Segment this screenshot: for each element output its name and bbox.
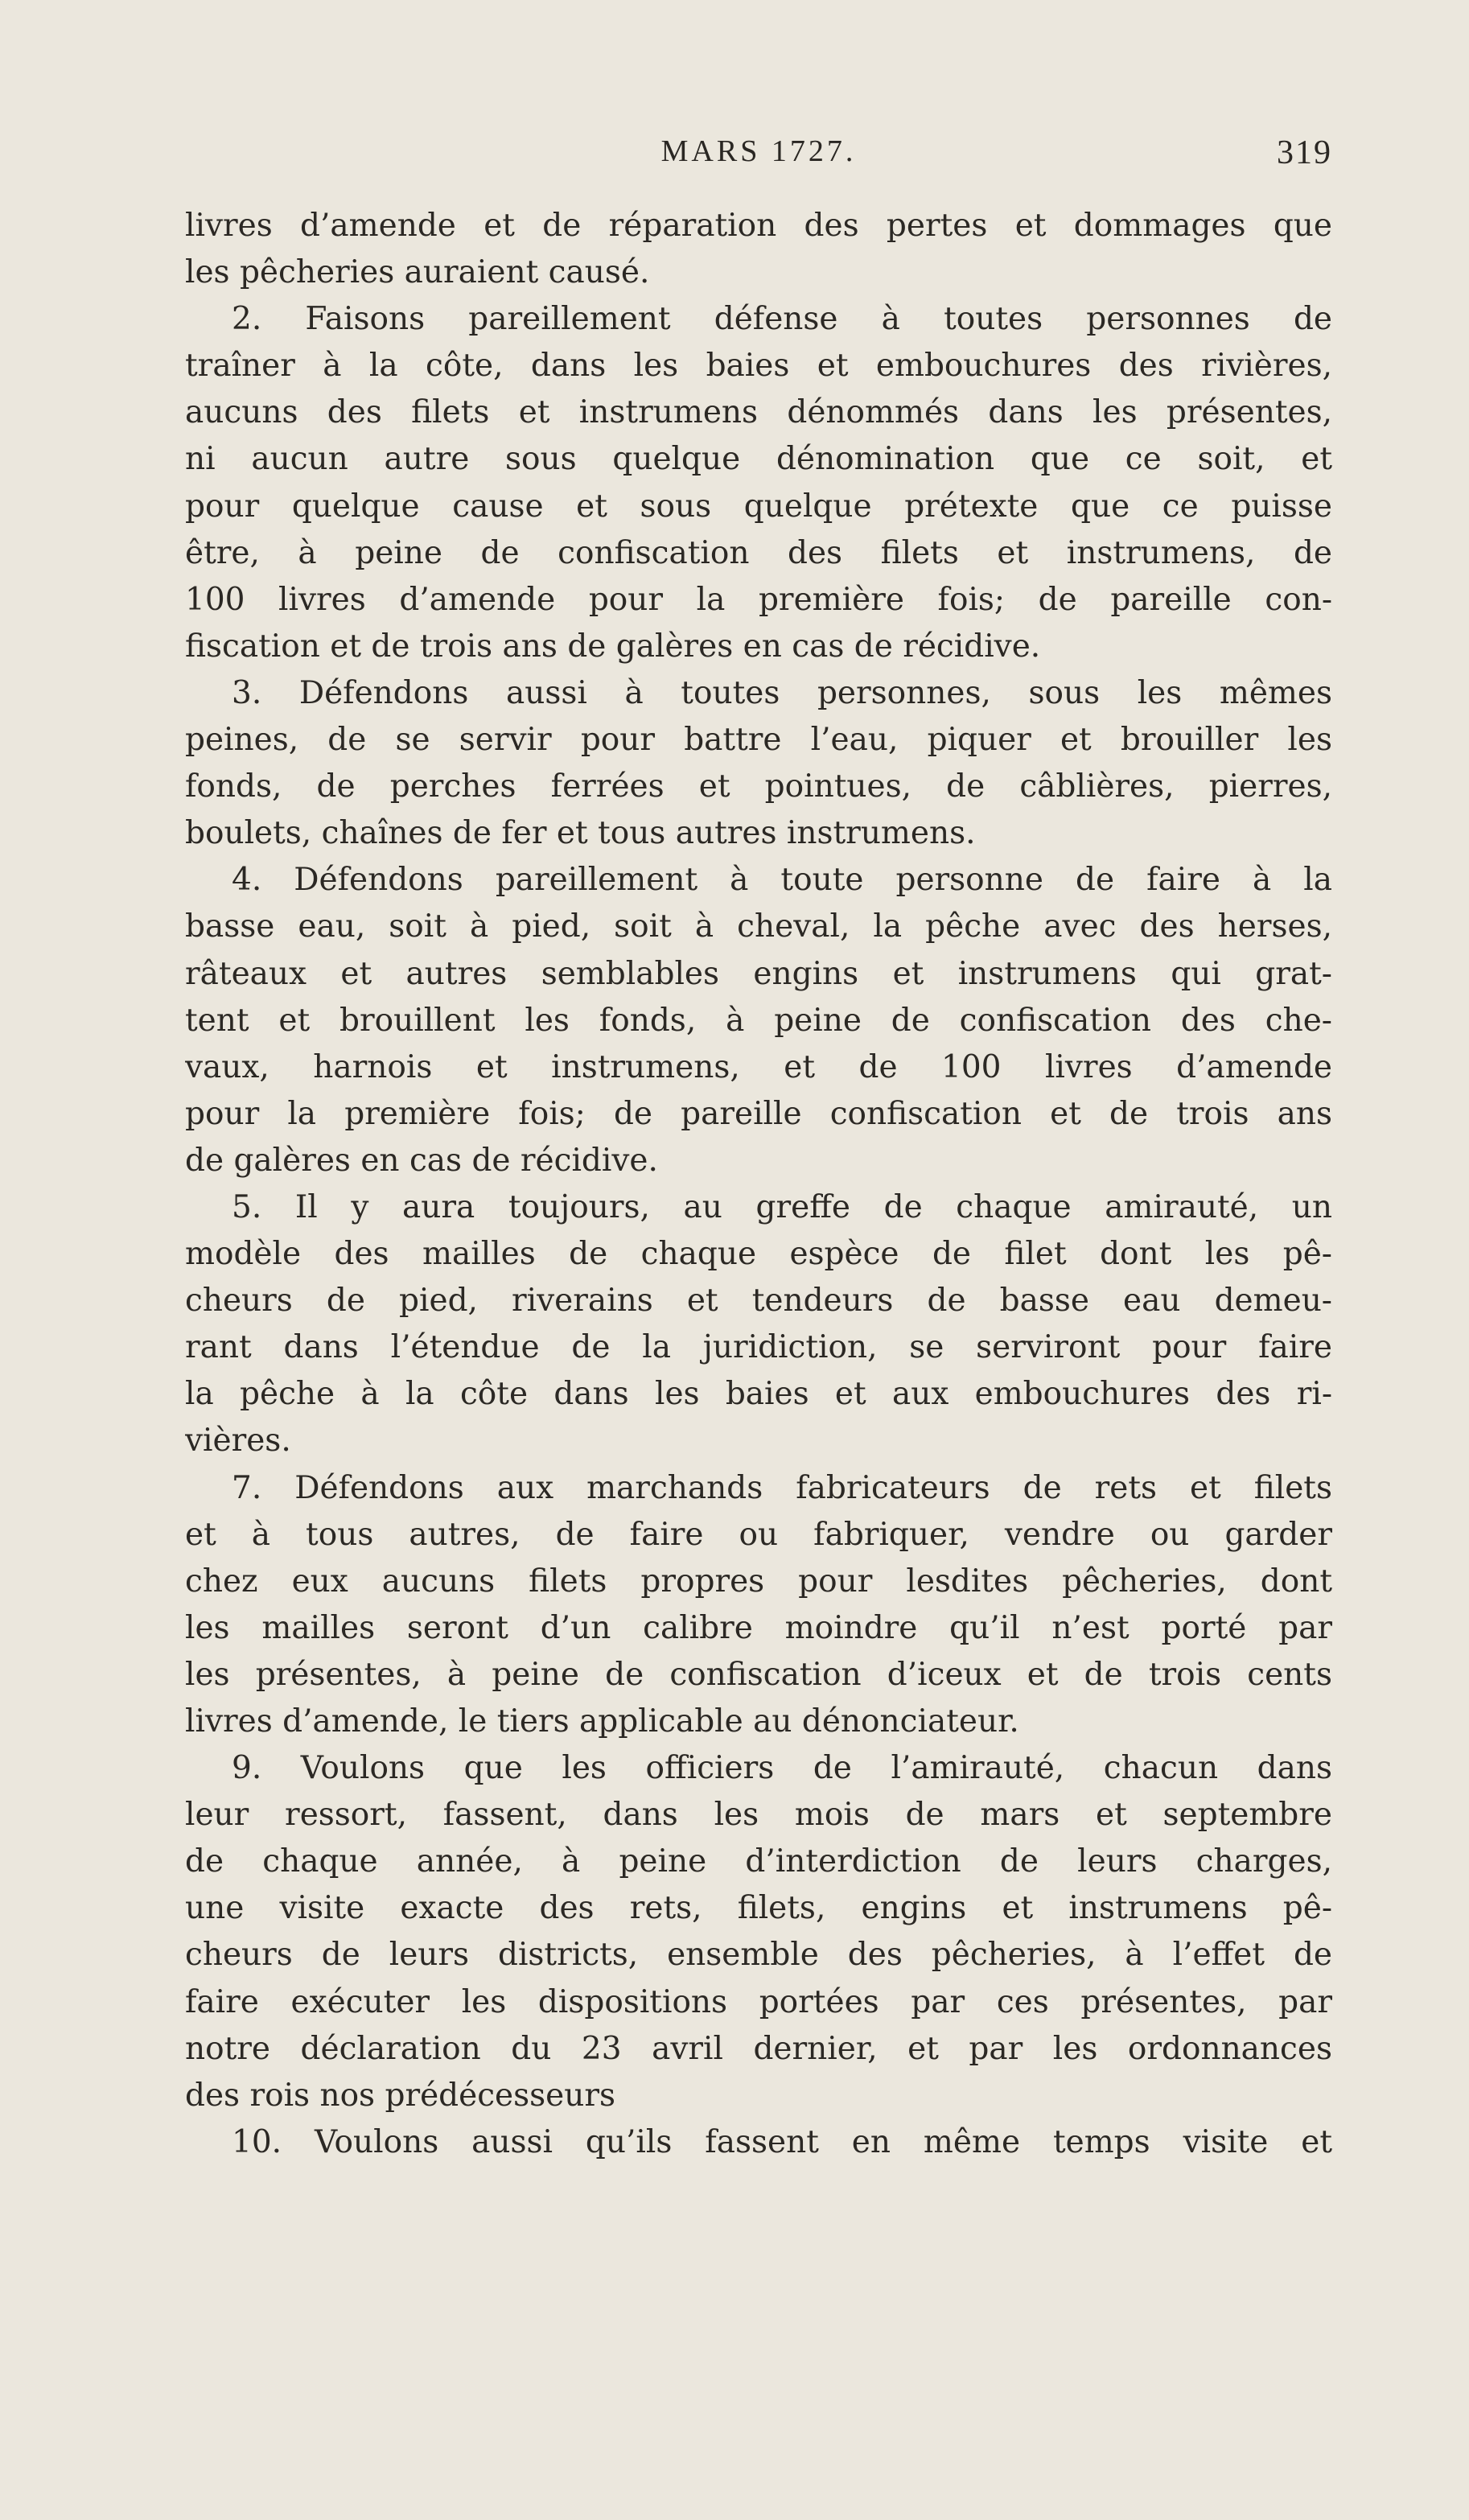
text-line: boulets, chaînes de fer et tous autres instrumens. <box>185 815 976 852</box>
text-line: basse eau, soit à pied, soit à cheval, la pêche avec des herses, <box>185 908 1332 945</box>
text-line: cheurs de pied, riverains et tendeurs de basse eau demeu- <box>185 1283 1332 1320</box>
text-line: cheurs de leurs districts, ensemble des pêcheries, à l’effet de <box>185 1937 1332 1974</box>
text-line: traîner à la côte, dans les baies et embouchures des rivières, <box>185 348 1332 385</box>
text-line: livres d’amende et de réparation des pertes et dommages que <box>185 208 1332 244</box>
text-line: pour la première fois; de pareille confiscation et de trois ans <box>185 1095 1332 1132</box>
running-title: MARS 1727. <box>660 134 857 168</box>
text-line: peines, de se servir pour battre l’eau, piquer et brouiller les <box>185 722 1332 759</box>
text-line: la pêche à la côte dans les baies et aux embouchures des ri- <box>185 1376 1332 1413</box>
text-line: ni aucun autre sous quelque dénomination que ce soit, et <box>185 441 1332 478</box>
text-line: 2. Faisons pareillement défense à toutes personnes de <box>232 301 1332 338</box>
text-line: livres d’amende, le tiers applicable au dénonciateur. <box>185 1703 1019 1740</box>
text-line: faire exécuter les dispositions portées par ces présentes, par <box>185 1983 1332 2020</box>
text-line: 4. Défendons pareillement à toute personne de faire à la <box>232 862 1332 899</box>
text-line: de chaque année, à peine d’interdiction de leurs charges, <box>185 1843 1332 1880</box>
text-line: 3. Défendons aussi à toutes personnes, sous les mêmes <box>232 674 1332 711</box>
text-line: 7. Défendons aux marchands fabricateurs de rets et filets <box>232 1469 1332 1506</box>
text-line: 100 livres d’amende pour la première fois; de pareille con- <box>185 581 1332 618</box>
text-line: de galères en cas de récidive. <box>185 1142 658 1179</box>
text-line: vières. <box>185 1423 291 1460</box>
text-line: 9. Voulons que les officiers de l’amirauté, chacun dans <box>232 1750 1332 1787</box>
text-line: chez eux aucuns filets propres pour lesdites pêcheries, dont <box>185 1563 1332 1600</box>
text-line: une visite exacte des rets, filets, engins et instrumens pê- <box>185 1890 1332 1927</box>
text-line: et à tous autres, de faire ou fabriquer, vendre ou garder <box>185 1516 1332 1553</box>
text-line: fiscation et de trois ans de galères en cas de récidive. <box>185 628 1041 665</box>
text-line: pour quelque cause et sous quelque prétexte que ce puisse <box>185 488 1332 525</box>
text-line: modèle des mailles de chaque espèce de filet dont les pê- <box>185 1236 1332 1273</box>
text-line: tent et brouillent les fonds, à peine de confiscation des che- <box>185 1002 1332 1039</box>
body-text <box>185 203 1332 2166</box>
text-line: fonds, de perches ferrées et pointues, de câblières, pierres, <box>185 768 1332 805</box>
text-line: 5. Il y aura toujours, au greffe de chaque amirauté, un <box>232 1188 1332 1225</box>
text-line: 10. Voulons aussi qu’ils fassent en même temps visite et <box>232 2123 1332 2160</box>
page-header <box>185 134 1332 182</box>
text-line: notre déclaration du 23 avril dernier, et par les ordonnances <box>185 2030 1332 2067</box>
text-line: râteaux et autres semblables engins et instrumens qui grat- <box>185 955 1332 992</box>
text-line: leur ressort, fassent, dans les mois de mars et septembre <box>185 1797 1332 1834</box>
text-line: être, à peine de confiscation des filets et instrumens, de <box>185 534 1332 571</box>
text-line: les pêcheries auraient causé. <box>185 254 650 291</box>
text-line: aucuns des filets et instrumens dénommés dans les présentes, <box>185 394 1332 431</box>
text-line: les présentes, à peine de confiscation d’iceux et de trois cents <box>185 1656 1332 1693</box>
page-number: 319 <box>1277 134 1332 171</box>
text-line: rant dans l’étendue de la juridiction, se serviront pour faire <box>185 1329 1332 1366</box>
text-line: des rois nos prédécesseurs <box>185 2077 616 2114</box>
text-line: les mailles seront d’un calibre moindre qu’il n’est porté par <box>185 1609 1332 1646</box>
text-line: vaux, harnois et instrumens, et de 100 livres d’amende <box>185 1048 1332 1085</box>
